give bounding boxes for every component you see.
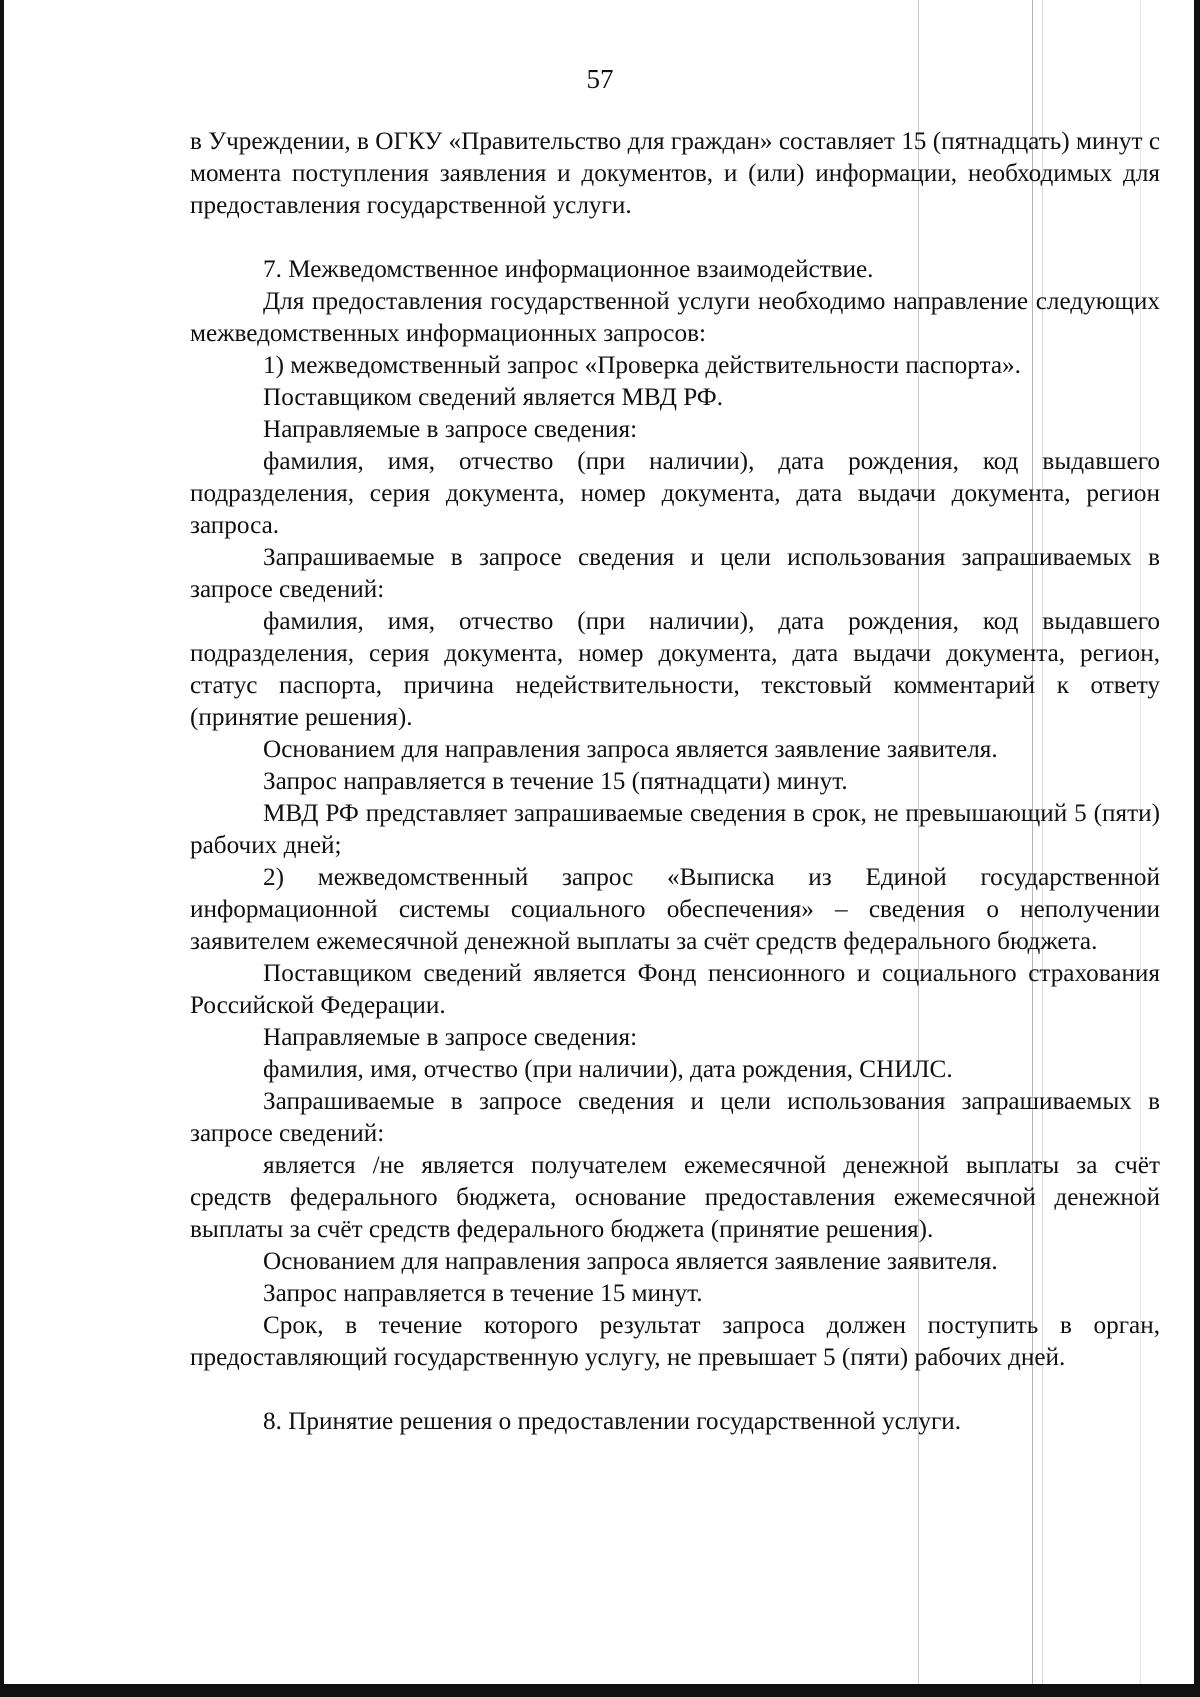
paragraph: 1) межведомственный запрос «Проверка действительности паспорта». <box>263 352 1021 379</box>
paragraph: в Учреждении, в ОГКУ «Правительство для граждан» составляет 15 (пятнадцать) минут с момента поступления заявления и документов, и (или) информации, необходимых для предоставления государственной услуги. <box>190 128 1160 219</box>
paragraph: 2) межведомственный запрос «Выписка из Единой государственной информационной системы социального обеспечения» – сведения о неполучении заявителем ежемесячной денежной выплаты за счёт средств федерального бюджета. <box>190 864 1160 955</box>
paragraph: фамилия, имя, отчество (при наличии), дата рождения, код выдавшего подразделения, серия документа, номер документа, дата выдачи документа, регион, статус паспорта, причина недействительности, текстовый комментарий к ответу (принятие решения). <box>190 608 1160 731</box>
paragraph: фамилия, имя, отчество (при наличии), дата рождения, код выдавшего подразделения, серия документа, номер документа, дата выдачи документа, регион запроса. <box>190 448 1160 539</box>
paragraph-spacer <box>190 1374 1160 1406</box>
paragraph: Поставщиком сведений является МВД РФ. <box>263 384 724 411</box>
paragraph: является /не является получателем ежемесячной денежной выплаты за счёт средств федерального бюджета, основание предоставления ежемесячной денежной выплаты за счёт средств федерального бюджета (принятие решения). <box>190 1152 1160 1243</box>
paragraph: Запрашиваемые в запросе сведения и цели использования запрашиваемых в запросе сведений: <box>190 1088 1160 1147</box>
page-number: 57 <box>586 64 614 94</box>
paragraph: Направляемые в запросе сведения: <box>263 416 638 443</box>
paragraph: Запрашиваемые в запросе сведения и цели использования запрашиваемых в запросе сведений: <box>190 544 1160 603</box>
paragraph: 7. Межведомственное информационное взаимодействие. <box>263 256 874 283</box>
paragraph: Поставщиком сведений является Фонд пенсионного и социального страхования Российской Федерации. <box>190 960 1160 1019</box>
paragraph: Для предоставления государственной услуги необходимо направление следующих межведомственных информационных запросов: <box>190 288 1160 347</box>
paragraph-spacer <box>190 222 1160 254</box>
paragraph: Направляемые в запросе сведения: <box>263 1024 638 1051</box>
paragraph: Запрос направляется в течение 15 (пятнадцати) минут. <box>263 768 848 795</box>
paragraph: МВД РФ представляет запрашиваемые сведения в срок, не превышающий 5 (пяти) рабочих дней; <box>190 800 1160 859</box>
paragraph: 8. Принятие решения о предоставлении государственной услуги. <box>263 1408 962 1435</box>
scan-border-left <box>0 0 4 1697</box>
scan-border-right <box>1194 0 1200 1697</box>
paragraph: Срок, в течение которого результат запроса должен поступить в орган, предоставляющий государственную услугу, не превышает 5 (пяти) рабочих дней. <box>190 1312 1160 1371</box>
paragraph: фамилия, имя, отчество (при наличии), дата рождения, СНИЛС. <box>263 1056 953 1083</box>
paragraph: Основанием для направления запроса является заявление заявителя. <box>263 736 998 763</box>
paragraph: Основанием для направления запроса является заявление заявителя. <box>263 1248 998 1275</box>
paragraph: Запрос направляется в течение 15 минут. <box>263 1280 703 1307</box>
document-body <box>190 126 1160 1438</box>
scan-border-bottom <box>0 1684 1200 1697</box>
